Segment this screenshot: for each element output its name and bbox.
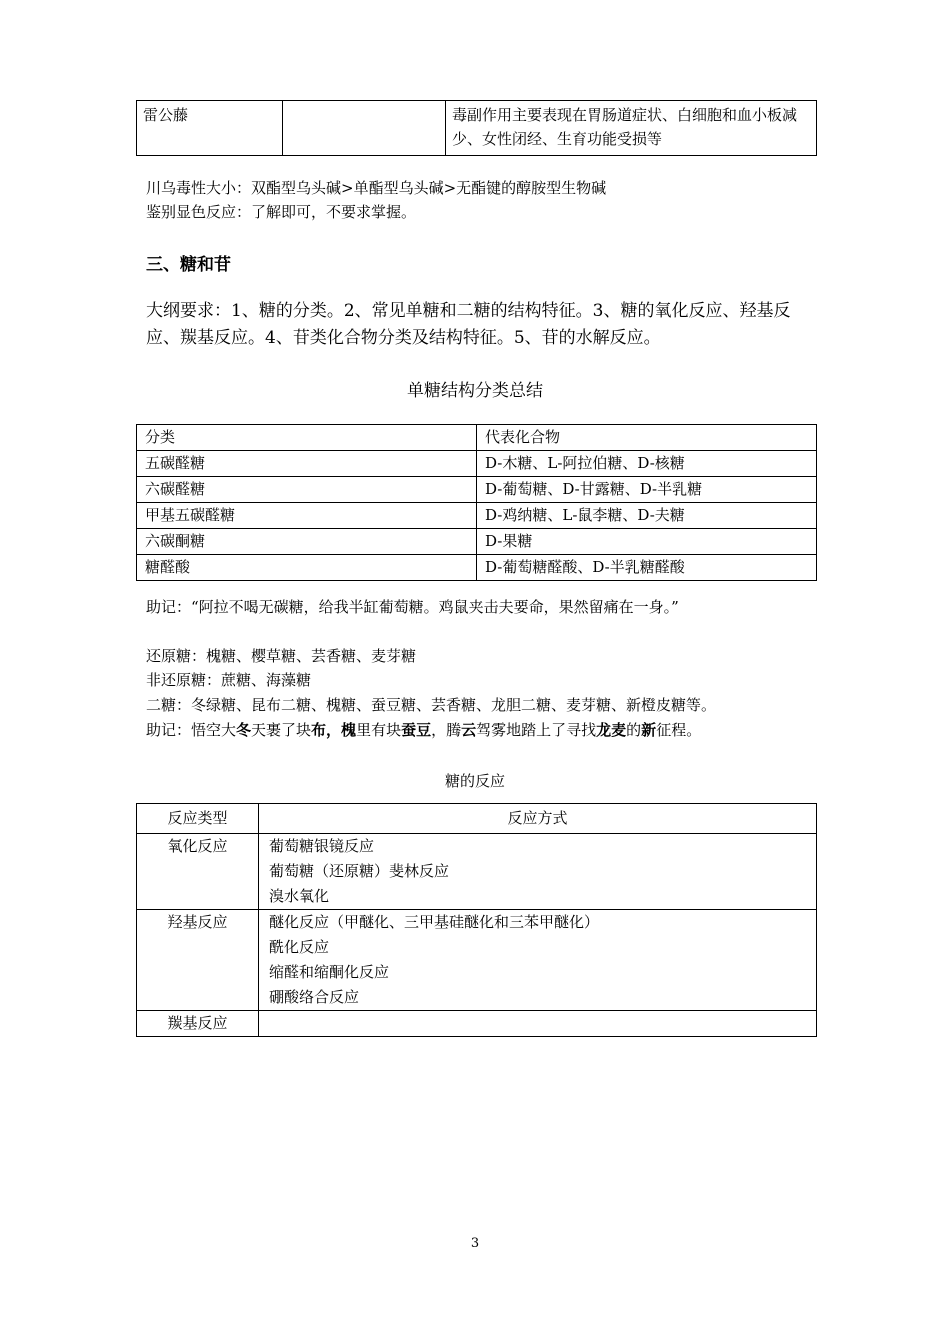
compounds-cell: D-鸡纳糖、L-鼠李糖、D-夫糖	[477, 503, 817, 529]
reaction-method: 酰化反应	[269, 938, 330, 956]
reaction-methods-cell	[259, 910, 817, 1011]
mnemonic-keyword: 布，槐	[311, 721, 357, 739]
reaction-table	[136, 803, 817, 1037]
mnemonic-keyword: 龙麦	[596, 721, 627, 739]
category-cell: 六碳醛糖	[137, 477, 477, 503]
mnemonic-text: 的	[626, 721, 642, 739]
table-row	[137, 834, 817, 910]
mnemonic-disaccharides	[146, 719, 701, 741]
table-row	[137, 910, 817, 1011]
compounds-cell: D-果糖	[477, 529, 817, 555]
column-header: 反应类型	[137, 804, 259, 834]
table-row	[137, 503, 817, 529]
disaccharides: 二糖：冬绿糖、昆布二糖、槐糖、蚕豆糖、芸香糖、龙胆二糖、麦芽糖、新橙皮糖等。	[146, 696, 717, 714]
herb-name-cell: 雷公藤	[137, 101, 283, 156]
category-cell: 糖醛酸	[137, 555, 477, 581]
reaction-methods-cell	[259, 834, 817, 910]
monosaccharide-table	[136, 424, 817, 581]
mnemonic-text: 助记：悟空大	[146, 721, 237, 739]
table-row	[137, 529, 817, 555]
syllabus-requirements: 大纲要求：1、糖的分类。2、常见单糖和二糖的结构特征。3、糖的氧化反应、羟基反应、羰基反应。4、苷类化合物分类及结构特征。5、苷的水解反应。	[146, 301, 791, 348]
mnemonic-monosaccharides: 助记：“阿拉不喝无碳糖，给我半缸葡萄糖。鸡鼠夹击夫要命，果然留痛在一身。”	[146, 598, 679, 616]
column-header: 代表化合物	[477, 425, 817, 451]
reaction-type-cell: 羰基反应	[137, 1011, 259, 1037]
reaction-table-caption: 糖的反应	[444, 772, 505, 790]
color-reaction-note: 鉴别显色反应：了解即可，不要求掌握。	[146, 203, 417, 221]
table-row	[137, 555, 817, 581]
mnemonic-text: 驾雾地踏上了寻找	[476, 721, 597, 739]
reaction-method: 葡萄糖银镜反应	[269, 837, 375, 855]
reaction-type-cell: 羟基反应	[137, 910, 259, 1011]
mnemonic-keyword: 新	[641, 721, 657, 739]
mnemonic-text: ，腾	[431, 721, 462, 739]
chuanwu-note: 川乌毒性大小：双酯型乌头碱>单酯型乌头碱>无酯键的醇胺型生物碱	[146, 179, 607, 197]
toxicity-table	[136, 100, 817, 156]
mono-table-caption: 单糖结构分类总结	[407, 381, 543, 401]
column-header: 分类	[137, 425, 477, 451]
table-row	[137, 451, 817, 477]
table-row	[137, 101, 817, 156]
mnemonic-keyword: 冬	[236, 721, 252, 739]
reaction-type-cell: 氧化反应	[137, 834, 259, 910]
column-header: 反应方式	[259, 804, 817, 834]
category-cell: 五碳醛糖	[137, 451, 477, 477]
reaction-method: 醚化反应（甲醚化、三甲基硅醚化和三苯甲醚化）	[269, 913, 600, 931]
mnemonic-text: 征程。	[656, 721, 702, 739]
reaction-method: 溴水氧化	[269, 887, 330, 905]
reaction-method: 硼酸络合反应	[269, 988, 360, 1006]
compounds-cell: D-葡萄糖醛酸、D-半乳糖醛酸	[477, 555, 817, 581]
section-heading: 三、糖和苷	[146, 255, 231, 275]
table-header-row	[137, 425, 817, 451]
mnemonic-keyword: 云	[461, 721, 477, 739]
reaction-method: 缩醛和缩酮化反应	[269, 963, 390, 981]
reaction-method: 葡萄糖（还原糖）斐林反应	[269, 862, 450, 880]
toxicity-note-cell: 毒副作用主要表现在胃肠道症状、白细胞和血小板减少、女性闭经、生育功能受损等	[446, 101, 817, 156]
mnemonic-keyword: 蚕豆	[401, 721, 432, 739]
non-reducing-sugars: 非还原糖：蔗糖、海藻糖	[146, 671, 312, 689]
compounds-cell: D-木糖、L-阿拉伯糖、D-核糖	[477, 451, 817, 477]
mnemonic-text: 里有块	[356, 721, 402, 739]
category-cell: 甲基五碳醛糖	[137, 503, 477, 529]
category-cell: 六碳酮糖	[137, 529, 477, 555]
table-row	[137, 477, 817, 503]
reaction-methods-cell	[259, 1011, 817, 1037]
table-header-row	[137, 804, 817, 834]
table-row	[137, 1011, 817, 1037]
reducing-sugars: 还原糖：槐糖、樱草糖、芸香糖、麦芽糖	[146, 647, 417, 665]
empty-cell	[283, 101, 446, 156]
compounds-cell: D-葡萄糖、D-甘露糖、D-半乳糖	[477, 477, 817, 503]
mnemonic-text: 天裹了块	[251, 721, 312, 739]
page-number: 3	[470, 1236, 480, 1251]
